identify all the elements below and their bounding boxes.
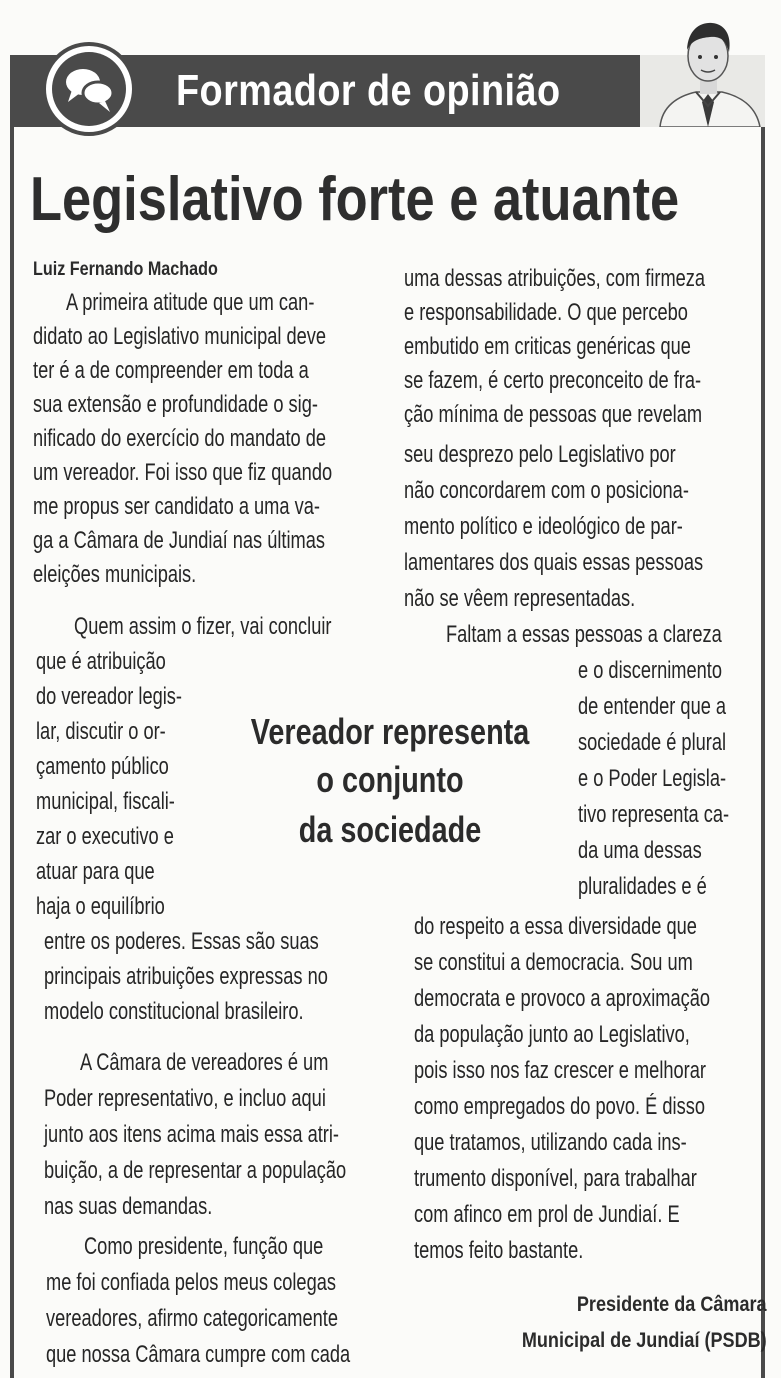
col1-line: vereadores, afirmo categoricamente (46, 1305, 338, 1332)
col2-line: democrata e provoco a aproximação (414, 985, 711, 1012)
pull-quote-line: o conjunto (316, 759, 464, 800)
col2-line: mento político e ideológico de par- (404, 513, 683, 540)
pull-quote-line: Vereador representa (250, 711, 530, 752)
col1-line: didato ao Legislativo municipal deve (33, 323, 327, 350)
signature-line: Presidente da Câmara (577, 1293, 767, 1316)
pull-quote-line: da sociedade (298, 809, 482, 850)
col1-line: nas suas demandas. (44, 1193, 213, 1220)
signature-line: Municipal de Jundiaí (PSDB) (522, 1329, 767, 1352)
col1-line: ga a Câmara de Jundiaí nas últimas (33, 527, 326, 554)
col2-line: do respeito a essa diversidade que (414, 913, 697, 940)
col2-line: da uma dessas (578, 837, 702, 864)
col1-line: me foi confiada pelos meus colegas (46, 1269, 336, 1296)
col2-line: pois isso nos faz crescer e melhorar (414, 1057, 706, 1084)
col2-line: com afinco em prol de Jundiaí. E (414, 1201, 680, 1228)
col1-line: çamento público (36, 753, 169, 780)
section-title: Formador de opinião (176, 66, 561, 115)
col1-line: zar o executivo e (36, 823, 174, 850)
col1-line: haja o equilíbrio (36, 893, 165, 920)
headline: Legislativo forte e atuante (30, 165, 680, 234)
col1-line: lar, discutir o or- (36, 718, 166, 745)
col1-line: Poder representativo, e incluo aqui (44, 1085, 326, 1112)
frame-right-border (761, 127, 765, 1378)
col2-line: Faltam a essas pessoas a clareza (446, 621, 722, 648)
col2-line: se fazem, é certo preconceito de fra- (404, 367, 702, 394)
col2-line: da população junto ao Legislativo, (414, 1021, 690, 1048)
col2-line: como empregados do povo. É disso (414, 1093, 705, 1120)
col2-line: trumento disponível, para trabalhar (414, 1165, 697, 1192)
col1-line: entre os poderes. Essas são suas (44, 928, 319, 955)
col2-line: uma dessas atribuições, com firmeza (404, 265, 706, 292)
col1-line: Quem assim o fizer, vai concluir (74, 613, 332, 640)
speech-bubbles-icon (52, 52, 126, 126)
col2-line: e responsabilidade. O que percebo (404, 299, 688, 326)
col2-line: de entender que a (578, 693, 727, 720)
col2-line: embutido em criticas genéricas que (404, 333, 691, 360)
col1-line: do vereador legis- (36, 683, 183, 710)
col1-line: principais atribuições expressas no (44, 963, 328, 990)
col1-line: sua extensão e profundidade o sig- (33, 391, 318, 418)
col2-line: pluralidades e é (578, 873, 707, 900)
col1-line: ter é a de compreender em toda a (33, 357, 309, 384)
col2-line: lamentares dos quais essas pessoas (404, 549, 704, 576)
col1-line: junto aos itens acima mais essa atri- (44, 1121, 340, 1148)
col1-line: Como presidente, função que (84, 1233, 324, 1260)
col2-line: se constitui a democracia. Sou um (414, 949, 693, 976)
col1-line: modelo constitucional brasileiro. (44, 998, 304, 1025)
author-byline: Luiz Fernando Machado (33, 259, 218, 280)
col1-line: atuar para que (36, 858, 155, 885)
col1-line: me propus ser candidato a uma va- (33, 493, 320, 520)
col2-line: e o Poder Legisla- (578, 765, 727, 792)
col2-line: sociedade é plural (578, 729, 727, 756)
col2-line: não concordarem com o posiciona- (404, 477, 689, 504)
frame-left-border (10, 127, 14, 1378)
col1-line: nificado do exercício do mandato de (33, 425, 327, 452)
author-portrait-icon (650, 10, 768, 127)
col1-line: A Câmara de vereadores é um (80, 1049, 329, 1076)
col1-line: que é atribuição (36, 648, 166, 675)
col2-line: e o discernimento (578, 657, 722, 684)
col1-line: buição, a de representar a população (44, 1157, 347, 1184)
col2-line: seu desprezo pelo Legislativo por (404, 441, 676, 468)
col1-line: eleições municipais. (33, 561, 197, 588)
col1-line: um vereador. Foi isso que fiz quando (33, 459, 333, 486)
col2-line: temos feito bastante. (414, 1237, 584, 1264)
col2-line: não se vêem representadas. (404, 585, 636, 612)
col1-line: A primeira atitude que um can- (66, 289, 315, 316)
col1-line: municipal, fiscali- (36, 788, 175, 815)
col1-line: que nossa Câmara cumpre com cada (46, 1341, 351, 1368)
col2-line: que tratamos, utilizando cada ins- (414, 1129, 687, 1156)
col2-line: ção mínima de pessoas que revelam (404, 401, 703, 428)
col2-line: tivo representa ca- (578, 801, 730, 828)
